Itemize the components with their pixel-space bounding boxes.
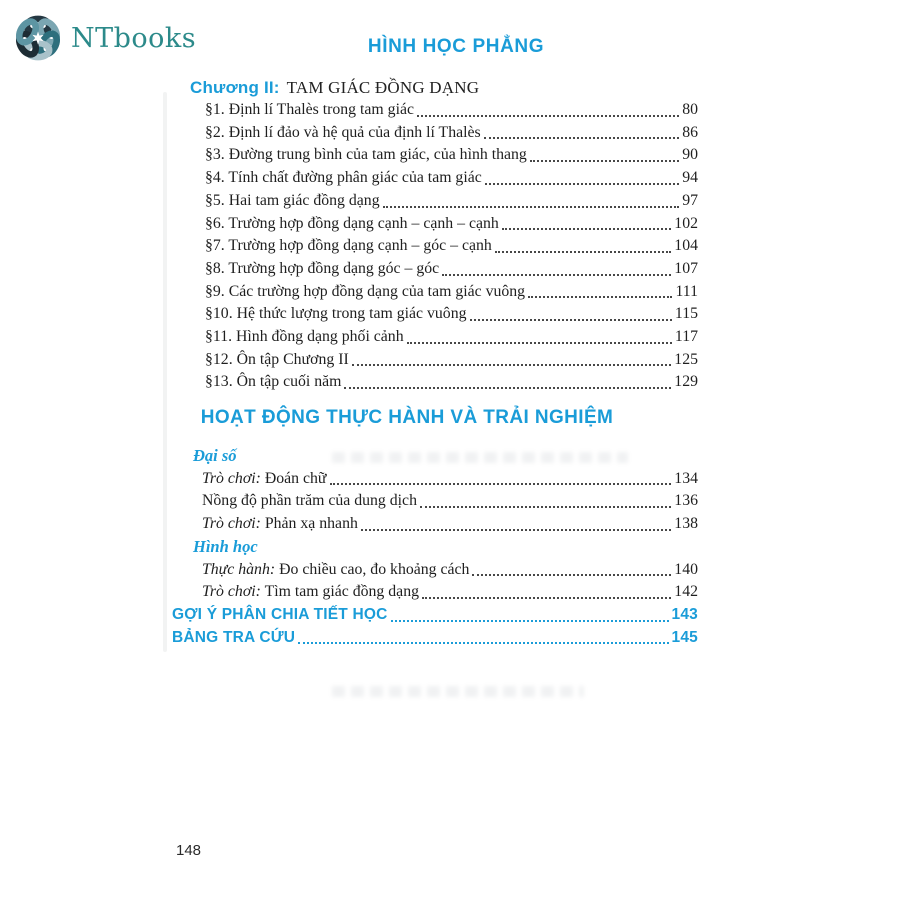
dot-leader [422,597,671,599]
toc-page-number: 117 [674,328,698,346]
dot-leader [472,574,671,576]
toc-row [205,371,698,394]
toc-row [205,190,698,213]
toc-entry-label: Thực hành: Đo chiều cao, đo khoảng cách [202,560,470,578]
toc-row [205,326,698,349]
toc-page-number: 97 [682,191,698,209]
dot-leader [344,387,671,389]
toc-row [205,235,698,258]
dot-leader [485,183,679,185]
toc-page-number: 111 [675,282,698,300]
dot-leader [361,529,671,531]
chapter-title: TAM GIÁC ĐỒNG DẠNG [286,78,480,97]
toc-entry-prefix: Trò chơi: [202,515,261,533]
dot-leader [298,642,668,644]
page-number: 148 [176,842,202,859]
dot-leader [417,115,679,117]
toc-entry-label: §7. Trường hợp đồng dạng cạnh – góc – cạnh [205,237,492,255]
page-edge-shadow [163,92,167,652]
dot-leader [530,160,679,162]
toc-row [205,144,698,167]
activities-title: HOẠT ĐỘNG THỰC HÀNH VÀ TRẢI NGHIỆM [200,406,614,428]
toc-entry-label: Trò chơi: Tìm tam giác đồng dạng [202,583,419,601]
toc-row [172,627,698,650]
bleed-through-smudge [332,686,584,697]
toc-row [205,303,698,326]
toc-row [205,122,698,145]
toc-entry-label: §8. Trường hợp đồng dạng góc – góc [205,259,440,277]
back-matter-links [172,604,698,649]
toc-page-number: 115 [674,305,698,323]
toc-entry-label: §2. Định lí đảo và hệ quả của định lí Thalès [205,123,481,141]
toc-entry-label: §11. Hình đồng dạng phối cảnh [205,328,404,346]
toc-entry-label: §3. Đường trung bình của tam giác, của hình thang [205,146,527,164]
toc-page-number: 138 [674,515,698,533]
bleed-through-smudge [332,452,628,463]
toc-page-number: 143 [671,605,698,623]
toc-page-number: 129 [674,373,698,391]
toc-entry-label: §4. Tính chất đường phân giác của tam giác [205,169,482,187]
logo-knot-icon [10,9,66,67]
toc-row [205,349,698,372]
toc-page-number: 136 [674,492,698,510]
toc-page-number: 125 [674,350,698,368]
toc-entry-label: §1. Định lí Thalès trong tam giác [205,101,414,118]
toc-entry-label: §13. Ôn tập cuối năm [205,373,342,391]
toc-entry-label: GỢI Ý PHÂN CHIA TIẾT HỌC [172,605,388,623]
toc-entry-label: Trò chơi: Phản xạ nhanh [202,515,358,533]
chapter-heading [172,78,698,98]
logo-text: NTbooks [71,22,197,54]
dot-leader [352,364,672,366]
toc-entry-label: §9. Các trường hợp đồng dạng của tam giác vuông [205,282,526,300]
toc-row [205,167,698,190]
dot-leader [383,206,680,208]
toc-entry-label: §5. Hai tam giác đồng dạng [205,191,380,209]
dot-leader [407,342,672,344]
toc-row [202,559,698,582]
dot-leader [330,483,672,485]
toc-row [202,490,698,513]
toc-entry-label: Nồng độ phần trăm của dung dịch [202,492,417,510]
toc-page-number: 107 [674,259,698,277]
toc-page-number: 134 [674,469,698,487]
toc-row [202,581,698,604]
toc-page-number: 142 [674,583,698,601]
toc-row [205,258,698,281]
page-title: HÌNH HỌC PHẲNG [367,36,545,57]
toc-entry-label: §12. Ôn tập Chương II [205,350,349,368]
group-heading: Hình học [193,536,258,556]
toc-entry-label: BẢNG TRA CỨU [172,628,296,646]
toc-page-number: 80 [682,101,698,118]
toc-row [202,468,698,491]
toc-entry-prefix: Thực hành: [202,560,276,578]
toc-page-number: 145 [671,628,698,646]
toc-page-number: 90 [682,146,698,164]
dot-leader [528,296,672,298]
publisher-logo [10,9,196,67]
toc-row [172,604,698,627]
dot-leader [391,620,669,622]
toc-page-number: 104 [674,237,698,255]
toc-page-number: 102 [674,214,698,232]
table-of-contents [172,36,698,649]
toc-page-number: 94 [682,169,698,187]
dot-leader [502,228,672,230]
toc-row [202,513,698,536]
toc-entry-prefix: Trò chơi: [202,469,261,487]
toc-entry-prefix: Trò chơi: [202,583,261,601]
toc-row [205,281,698,304]
dot-leader [470,319,672,321]
toc-page-number: 140 [674,560,698,578]
toc-entry-label: §6. Trường hợp đồng dạng cạnh – cạnh – cạnh [205,214,499,232]
activities-groups [172,445,698,604]
dot-leader [420,506,671,508]
section-list [172,99,698,394]
toc-page-number: 86 [682,123,698,141]
chapter-label: Chương II: [190,78,280,97]
dot-leader [484,137,680,139]
dot-leader [442,274,671,276]
group-heading: Đại số [193,446,237,466]
dot-leader [495,251,672,253]
toc-entry-label: §10. Hệ thức lượng trong tam giác vuông [205,305,467,323]
toc-row [205,213,698,236]
toc-entry-label: Trò chơi: Đoán chữ [202,469,327,487]
toc-row [205,99,698,122]
